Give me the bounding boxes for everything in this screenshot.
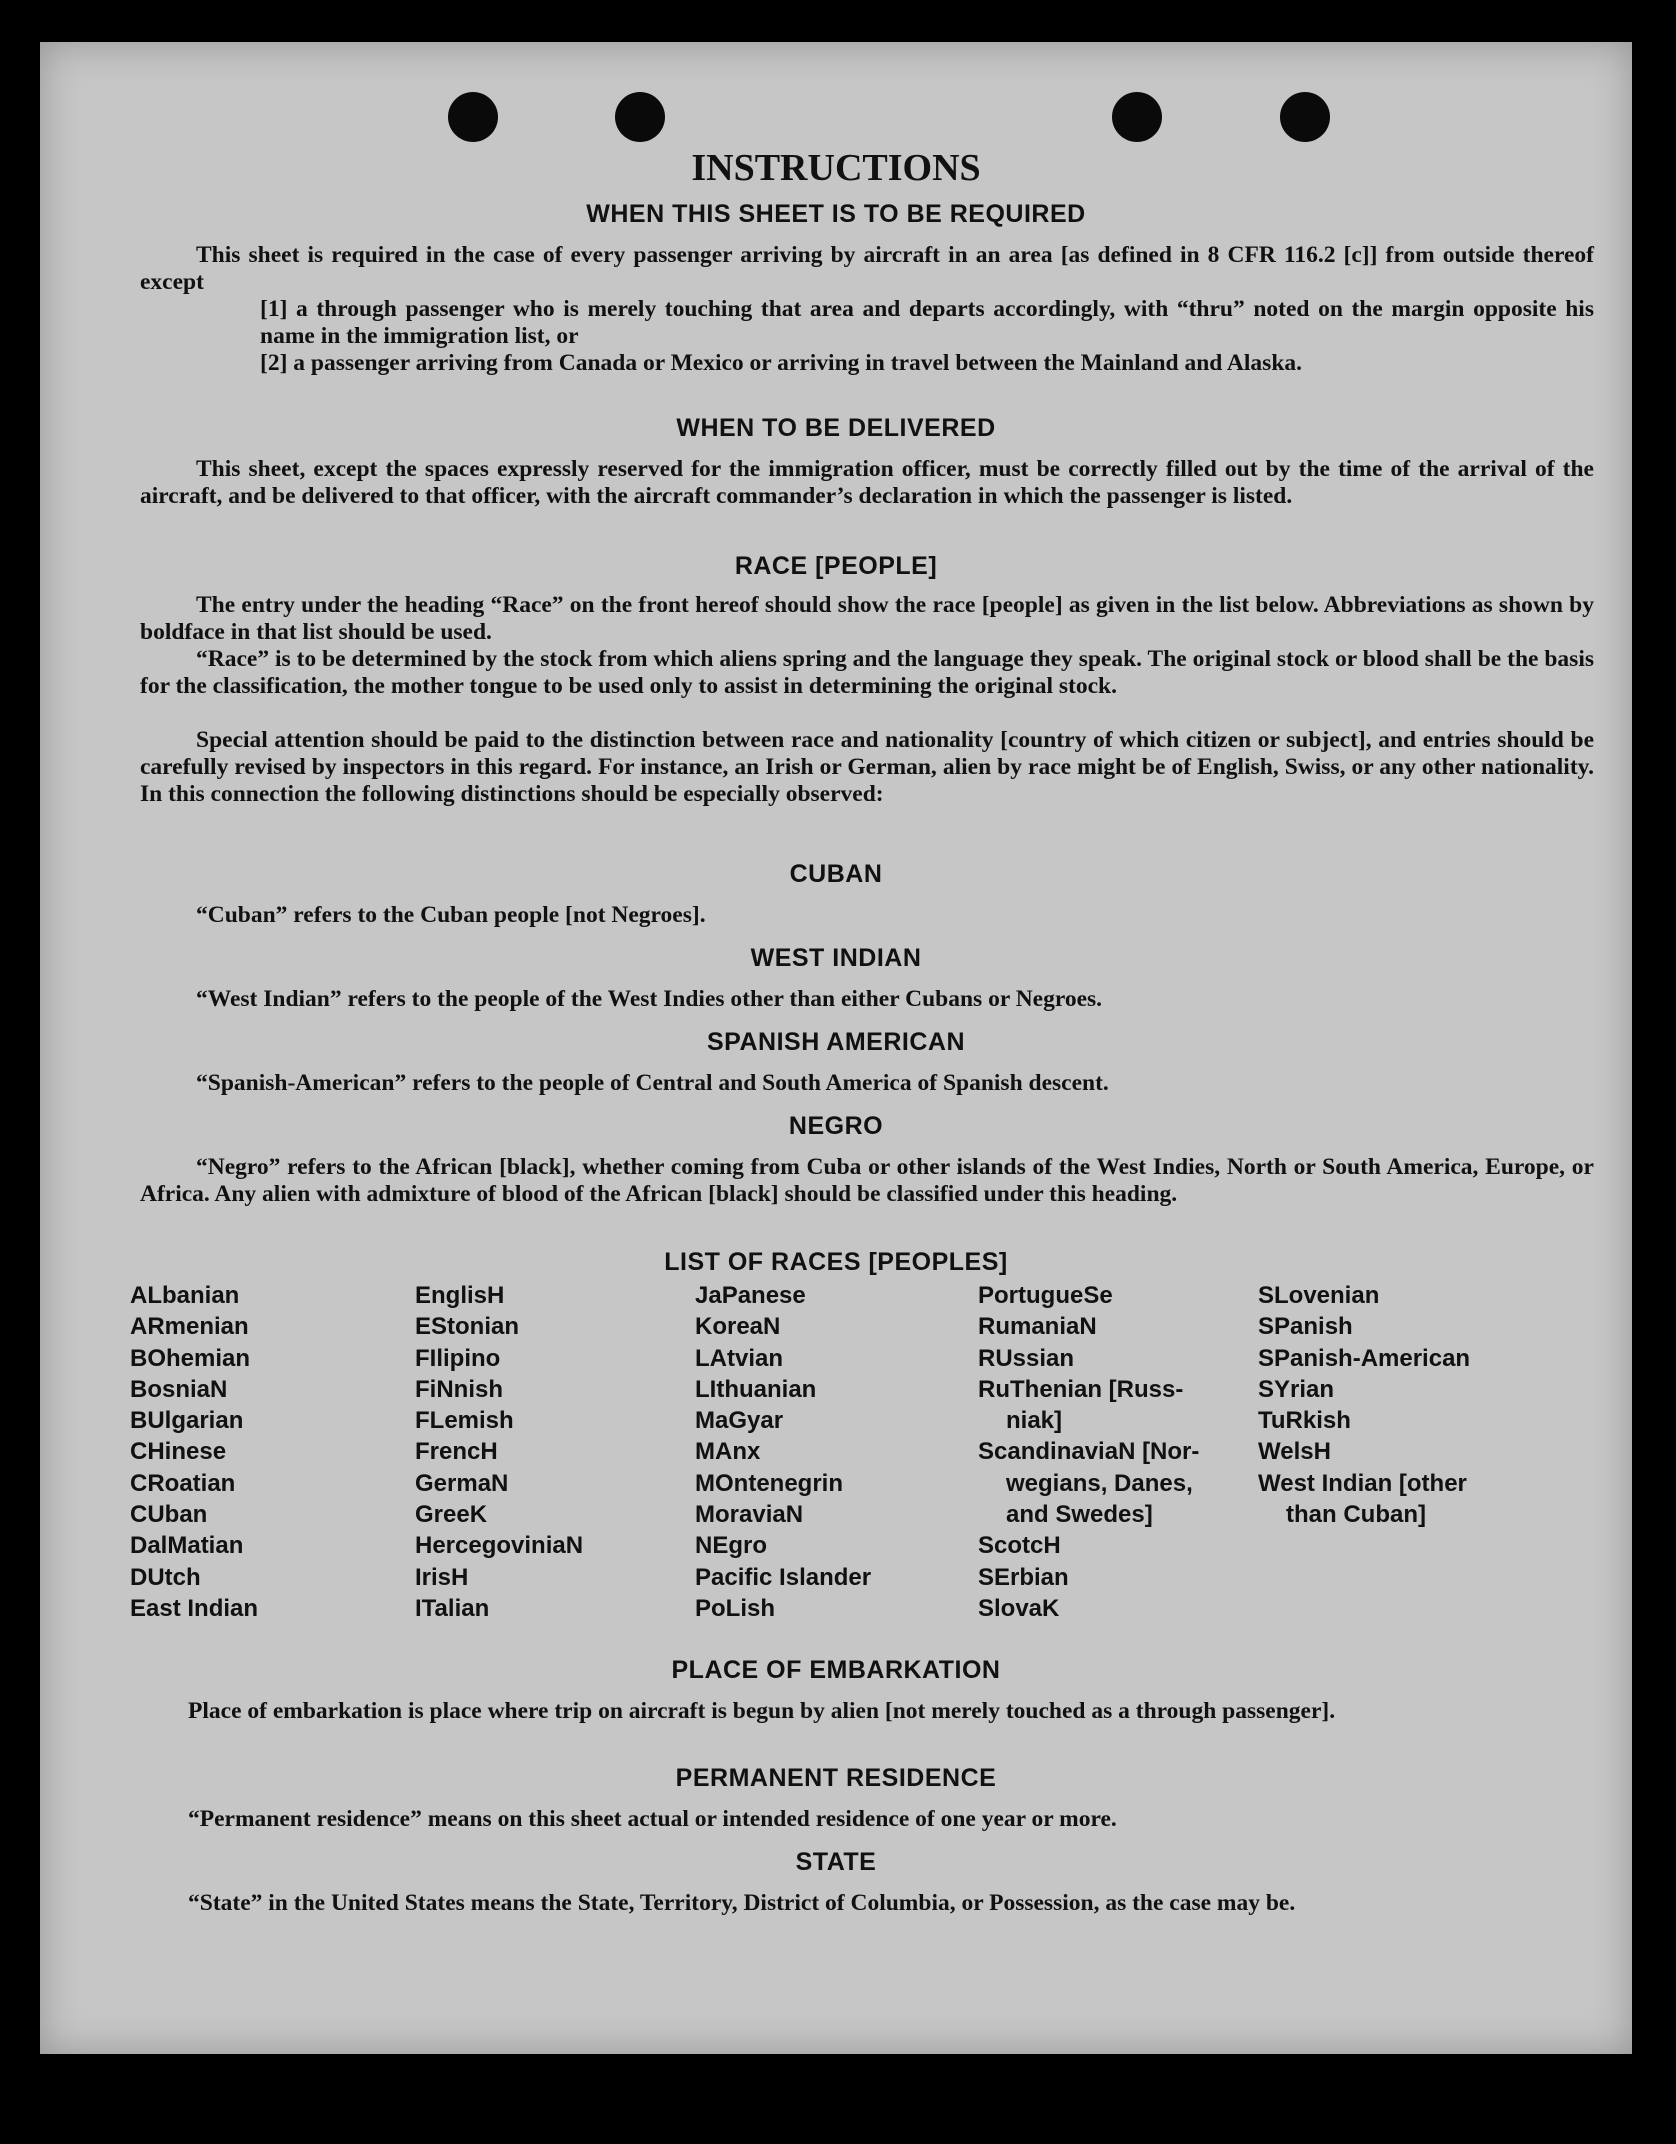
heading-race: RACE [PEOPLE] xyxy=(734,552,938,580)
residence-text: “Permanent residence” means on this sheet actual or intended residence of one year or more. xyxy=(188,1806,1117,1832)
race-item: Pacific Islander xyxy=(695,1563,872,1591)
race-item: ScandinaviaN [Nor- xyxy=(978,1438,1200,1466)
heading-cuban: CUBAN xyxy=(789,860,883,888)
races-column-3 xyxy=(695,1280,871,1624)
races-column-2 xyxy=(415,1280,583,1624)
heading-state: STATE xyxy=(795,1848,877,1876)
cuban-text: “Cuban” refers to the Cuban people [not Negroes]. xyxy=(196,902,706,928)
race-item: PortugueSe xyxy=(978,1282,1113,1309)
negro-text: “Negro” refers to the African [black], whether coming from Cuba or other islands of the West Indies, North or South America, Europe, or Africa. Any alien with admixture of blood of the African [black] should be classified under this heading. xyxy=(140,1154,1594,1207)
race-item: than Cuban] xyxy=(1286,1501,1426,1529)
heading-residence: PERMANENT RESIDENCE xyxy=(675,1764,997,1792)
heading-negro: NEGRO xyxy=(788,1112,884,1140)
race-item: MaGyar xyxy=(695,1407,784,1435)
race-item: MOntenegrin xyxy=(695,1469,843,1497)
race-item: CUban xyxy=(130,1501,208,1529)
punch-hole xyxy=(448,92,498,142)
race-item: West Indian [other xyxy=(1258,1469,1467,1497)
race-item: SPanish xyxy=(1258,1313,1353,1341)
race-item: CHinese xyxy=(130,1438,227,1466)
heading-delivered: WHEN TO BE DELIVERED xyxy=(676,414,996,442)
race-item: GreeK xyxy=(415,1501,488,1529)
race-item: East Indian xyxy=(130,1594,259,1622)
race-item: RuThenian [Russ- xyxy=(978,1375,1184,1403)
punch-hole xyxy=(1280,92,1330,142)
race-item: SlovaK xyxy=(978,1594,1060,1622)
race-item: niak] xyxy=(1006,1407,1063,1435)
punch-hole xyxy=(1112,92,1162,142)
race-item: ARmenian xyxy=(130,1313,249,1341)
race-item: PoLish xyxy=(695,1594,776,1622)
race-item: GermaN xyxy=(415,1469,509,1497)
race-item: WelsH xyxy=(1258,1438,1331,1466)
race-item: SLovenian xyxy=(1258,1282,1380,1309)
spanish-american-text: “Spanish-American” refers to the people of Central and South America of Spanish descent. xyxy=(196,1070,1109,1096)
race-item: EnglisH xyxy=(415,1282,505,1309)
race-item: SYrian xyxy=(1258,1375,1335,1403)
races-column-1 xyxy=(130,1280,258,1624)
race-item: LIthuanian xyxy=(695,1375,817,1403)
races-column-4 xyxy=(978,1280,1199,1624)
race-item: HercegoviniaN xyxy=(415,1532,584,1560)
delivered-text: This sheet, except the spaces expressly reserved for the immigration officer, must be correctly filled out by the time of the arrival of the aircraft, and be delivered to that officer, with the aircraft commander’s declaration in which the passenger is listed. xyxy=(140,456,1594,509)
race-item: CRoatian xyxy=(130,1469,236,1497)
race-item: and Swedes] xyxy=(1006,1501,1153,1529)
state-text: “State” in the United States means the State, Territory, District of Columbia, or Possession, as the case may be. xyxy=(188,1890,1296,1916)
race-item: JaPanese xyxy=(695,1282,806,1309)
heading-races-list: LIST OF RACES [PEOPLES] xyxy=(664,1248,1008,1276)
race-item: wegians, Danes, xyxy=(1006,1469,1193,1497)
race-item: MAnx xyxy=(695,1438,761,1466)
required-intro: This sheet is required in the case of every passenger arriving by aircraft in an area [as defined in 8 CFR 116.2 [c]] from outside thereof except xyxy=(140,242,1594,295)
race-item: ALbanian xyxy=(130,1282,240,1309)
race-paragraph-2: “Race” is to be determined by the stock from which aliens spring and the language they speak. The original stock or blood shall be the basis for the classification, the mother tongue to be used only to assist in determining the original stock. xyxy=(140,646,1594,699)
race-paragraph-1: The entry under the heading “Race” on the front hereof should show the race [people] as given in the list below. Abbreviations as shown by boldface in that list should be used. xyxy=(140,592,1594,645)
race-item: ScotcH xyxy=(978,1532,1061,1560)
heading-required: WHEN THIS SHEET IS TO BE REQUIRED xyxy=(586,200,1086,228)
race-item: DUtch xyxy=(130,1563,201,1591)
race-item: MoraviaN xyxy=(695,1501,804,1529)
race-item: TuRkish xyxy=(1258,1407,1351,1435)
race-item: RumaniaN xyxy=(978,1313,1097,1341)
race-item: FiNnish xyxy=(415,1375,503,1403)
required-item-1: [1] a through passenger who is merely touching that area and departs accordingly, with “thru” noted on the margin opposite his name in the immigration list, or xyxy=(260,296,1594,349)
race-item: IrisH xyxy=(415,1563,469,1591)
heading-spanish-american: SPANISH AMERICAN xyxy=(706,1028,965,1056)
punch-hole xyxy=(615,92,665,142)
race-item: BOhemian xyxy=(130,1344,251,1372)
race-item: SErbian xyxy=(978,1563,1069,1591)
embarkation-text: Place of embarkation is place where trip on aircraft is begun by alien [not merely touched as a through passenger]. xyxy=(188,1698,1336,1724)
race-item: NEgro xyxy=(695,1532,767,1560)
heading-west-indian: WEST INDIAN xyxy=(750,944,922,972)
race-paragraph-3: Special attention should be paid to the distinction between race and nationality [country of which citizen or subject], and entries should be carefully revised by inspectors in this regard. For instance, an Irish or German, alien by race might be of English, Swiss, or any other nationality. In this connection the following distinctions should be especially observed: xyxy=(140,727,1594,807)
race-item: DalMatian xyxy=(130,1532,244,1560)
page-title: INSTRUCTIONS xyxy=(691,147,981,189)
race-item: FrencH xyxy=(415,1438,498,1466)
race-item: EStonian xyxy=(415,1313,520,1341)
races-list xyxy=(130,1280,1600,1630)
document-sheet xyxy=(40,42,1632,2054)
west-indian-text: “West Indian” refers to the people of the West Indies other than either Cubans or Negroes. xyxy=(196,986,1103,1012)
race-item: SPanish-American xyxy=(1258,1344,1471,1372)
race-item: KoreaN xyxy=(695,1313,781,1341)
race-item: RUssian xyxy=(978,1344,1075,1372)
required-item-2: [2] a passenger arriving from Canada or Mexico or arriving in travel between the Mainland and Alaska. xyxy=(260,350,1303,376)
race-item: FLemish xyxy=(415,1407,514,1435)
race-item: FIlipino xyxy=(415,1344,501,1372)
heading-embarkation: PLACE OF EMBARKATION xyxy=(671,1656,1001,1684)
races-column-5 xyxy=(1258,1280,1470,1530)
race-item: BUlgarian xyxy=(130,1407,244,1435)
race-item: BosniaN xyxy=(130,1375,228,1403)
race-item: LAtvian xyxy=(695,1344,784,1372)
race-item: ITalian xyxy=(415,1594,490,1622)
